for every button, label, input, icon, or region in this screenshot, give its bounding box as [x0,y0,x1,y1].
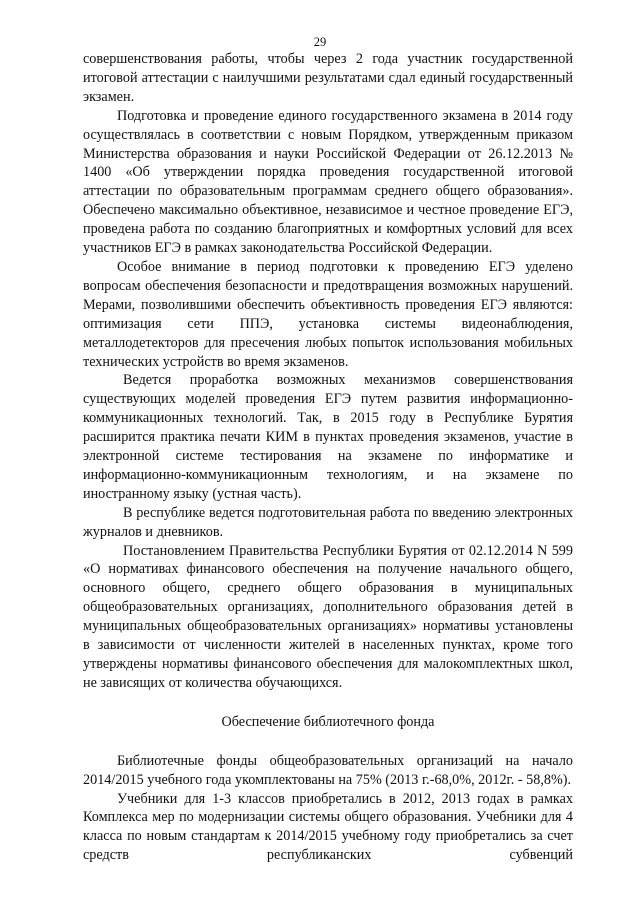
paragraph-electronic-journals: В республике ведется подготовительная работа по введению электронных журналов и дневников. [83,504,573,540]
paragraph-financing-norms: Постановлением Правительства Республики Бурятия от 02.12.2014 N 599 «О нормативах финансового обеспечения на получение начального общего, основного общего, среднего общего образования в муниципальных общеобразовательных организациях, дополнительного образования детей в муниципальных общеобразовательных организациях» нормативы установлены в зависимости от численности жителей в населенных пунктах, кроме того утверждены нормативы финансового обеспечения для малокомплектных школ, не зависящих от количества обучающихся. [83,542,573,691]
paragraph-textbooks: Учебники для 1-3 классов приобретались в 2012, 2013 годах в рамках Комплекса мер по модернизации системы общего образования. Учебники для 4 класса по новым стандартам к 2014/2015 учебному году приобретались за счет средств республиканских субвенций [83,790,573,864]
paragraph-ege-technologies: Ведется проработка возможных механизмов совершенствования существующих моделей проведения ЕГЭ путем развития информационно-коммуникационных технологий. Так, в 2015 году в Республике Бурятия расширится практика печати КИМ в пунктах проведения экзаменов, участие в электронной системе тестирования на экзамене по информатике и информационно-коммуникационным технологиям, и на экзамене по иностранному языку (устная часть). [83,372,573,502]
paragraph-continuation: совершенствования работы, чтобы через 2 года участник государственной итоговой аттестации с наилучшими результатами сдал единый государственный экзамен. [83,51,573,105]
paragraph-ege-procedure: Подготовка и проведение единого государственного экзамена в 2014 году осуществлялась в соответствии с новым Порядком, утвержденным приказом Министерства образования и науки Российской Федерации от 26.12.2013 № 1400 «Об утверждении порядка проведения государственной итоговой аттестации по образовательным программам среднего общего образования». Обеспечено максимально объективное, независимое и честное проведение ЕГЭ, проведена работа по созданию благоприятных и комфортных условий для всех участников ЕГЭ в рамках законодательства Российской Федерации. [83,107,573,257]
paragraph-ege-security: Особое внимание в период подготовки к проведению ЕГЭ уделено вопросам обеспечения безопасности и предотвращения возможных нарушений. Мерами, позволившими обеспечить объективность проведения ЕГЭ являются: оптимизация сети ППЭ, установка системы видеонаблюдения, металлодетекторов для пресечения любых попыток использования мобильных технических устройств во время экзаменов. [83,258,573,370]
paragraph-library-funds: Библиотечные фонды общеобразовательных организаций на начало 2014/2015 учебного года укомплектованы на 75% (2013 г.-68,0%, 2012г. - 58,8%). [83,752,573,788]
document-body [83,50,573,865]
section-heading: Обеспечение библиотечного фонда [221,713,435,730]
page-number: 29 [313,35,327,49]
